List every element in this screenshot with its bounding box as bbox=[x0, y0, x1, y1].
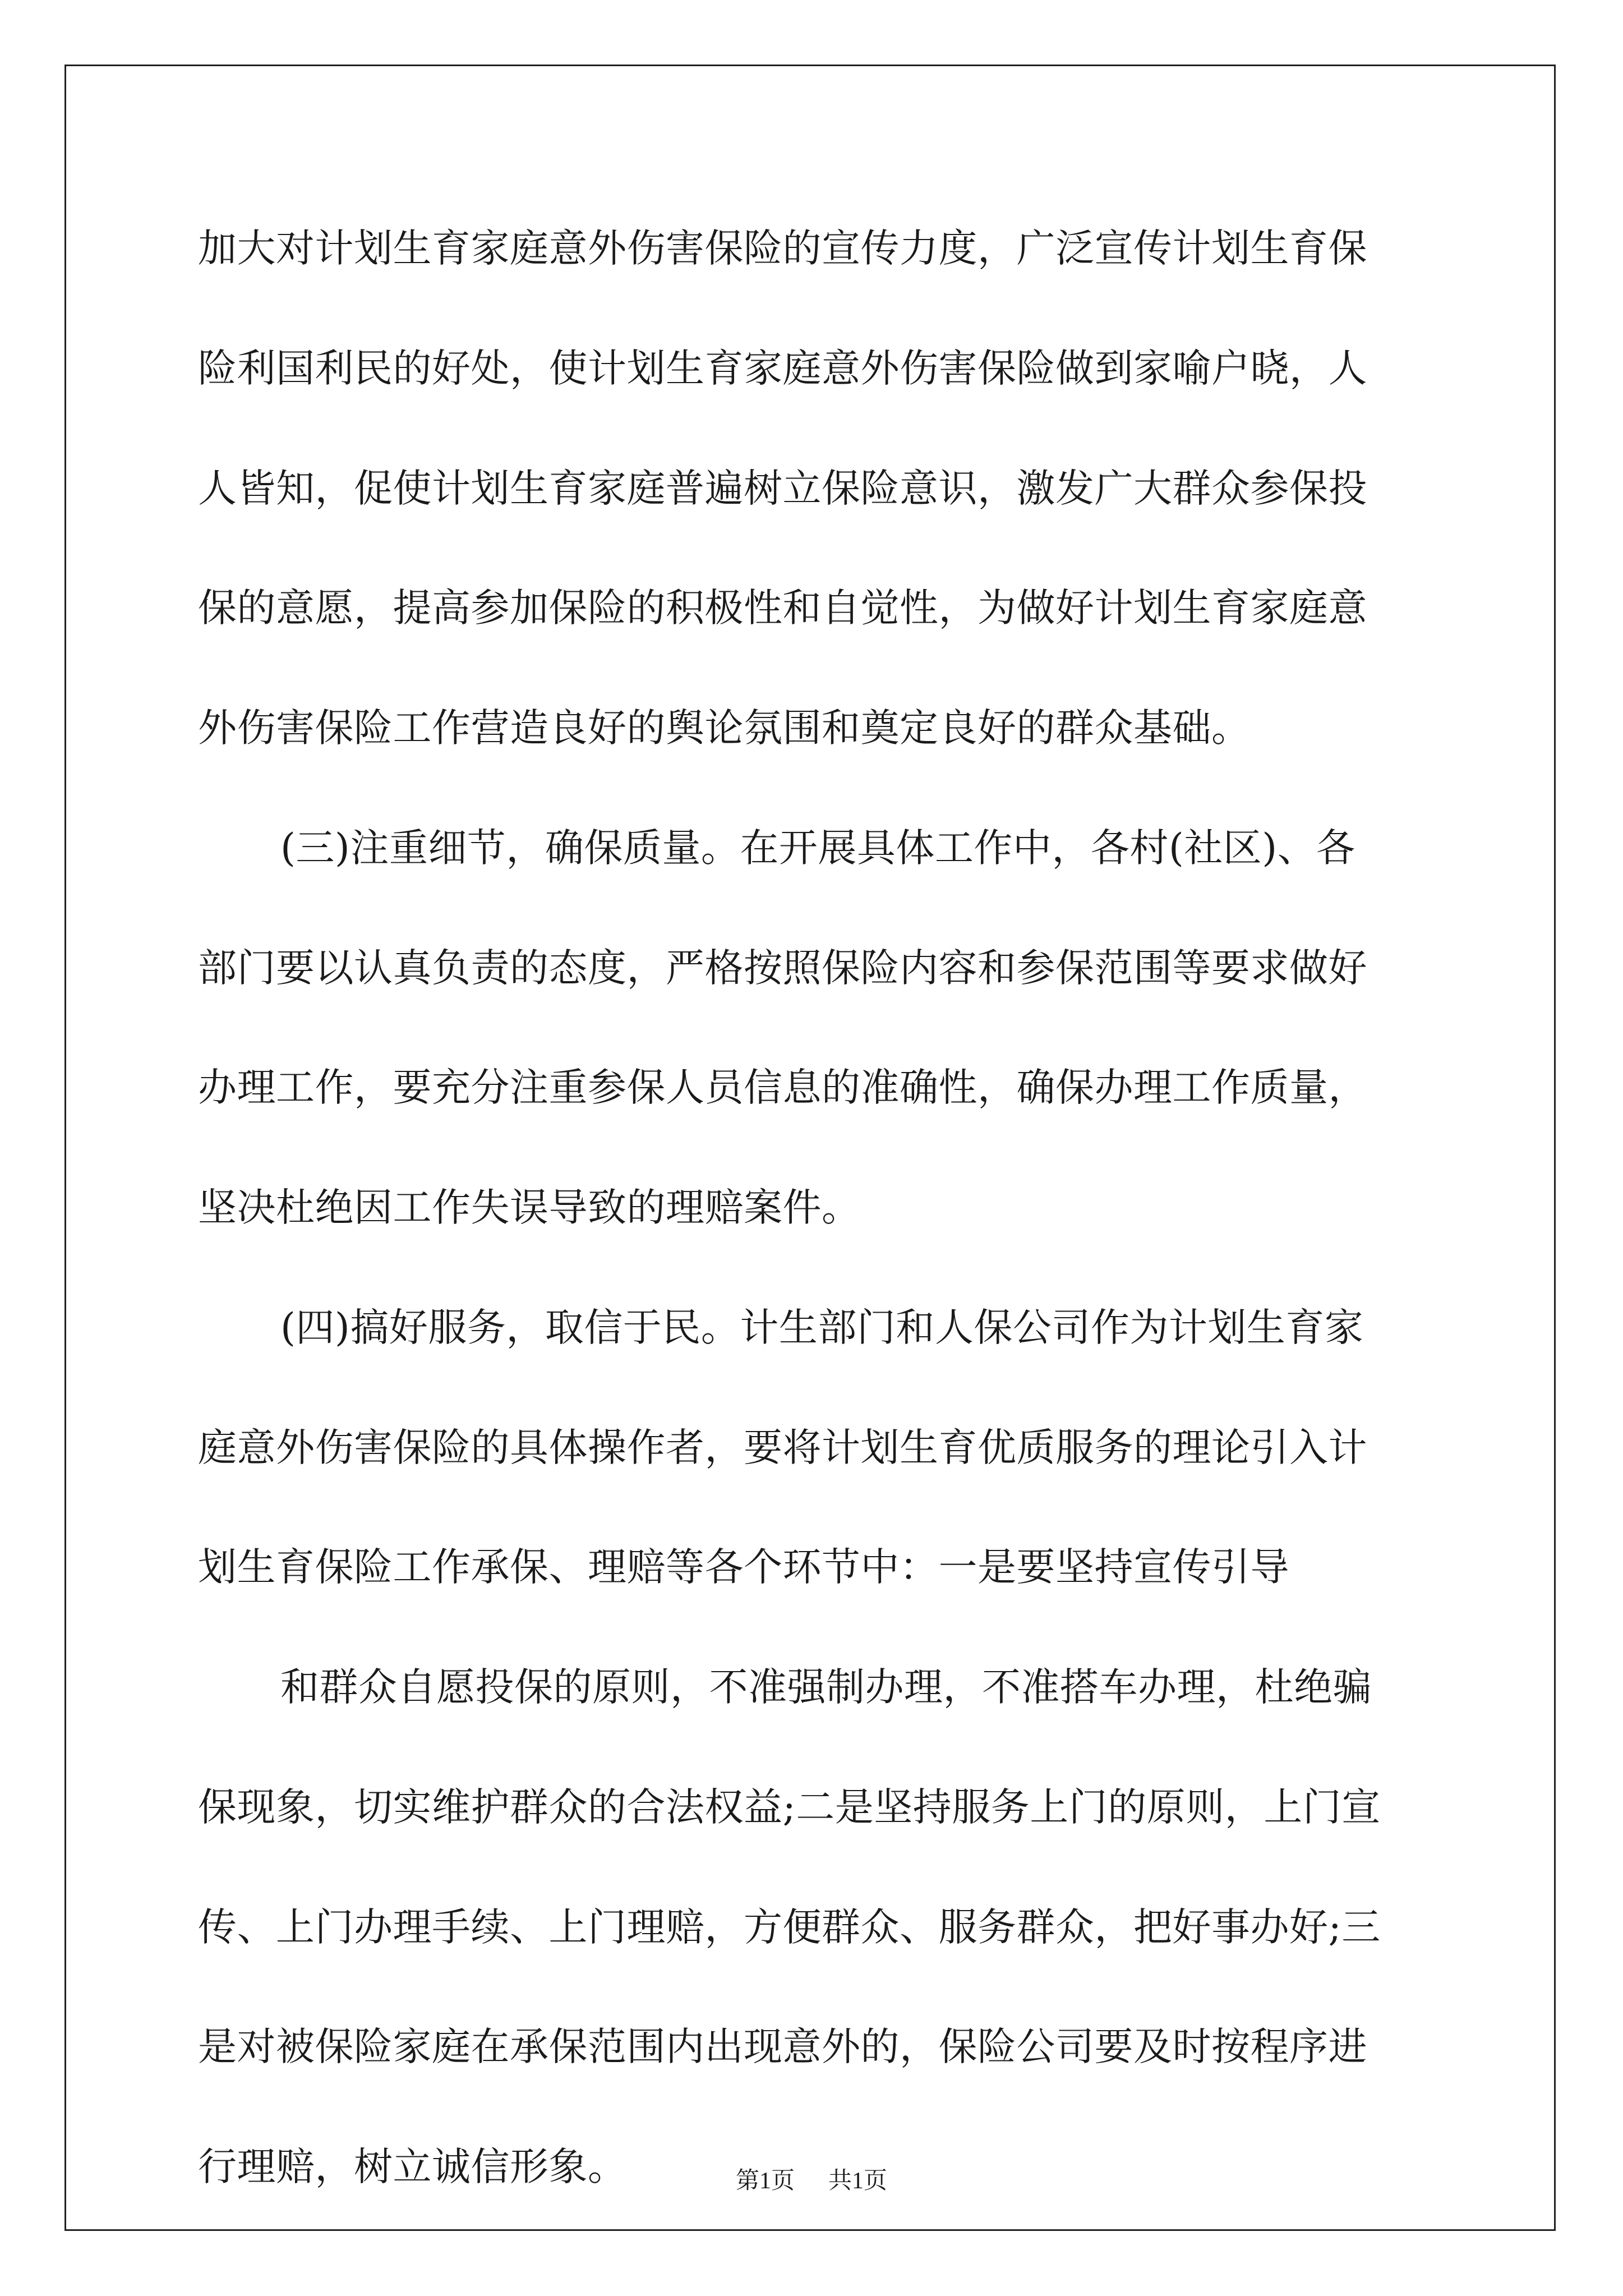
text-line: 划生育保险工作承保、理赔等各个环节中：一是要坚持宣传引导 bbox=[198, 1545, 1289, 1590]
page-total: 共1页 bbox=[828, 2168, 888, 2194]
text-line: 庭意外伤害保险的具体操作者，要将计划生育优质服务的理论引入计 bbox=[198, 1425, 1367, 1470]
page-footer bbox=[0, 2164, 1623, 2198]
text-line: 办理工作，要充分注重参保人员信息的准确性，确保办理工作质量， bbox=[198, 1065, 1367, 1110]
page-number: 第1页 bbox=[735, 2168, 795, 2194]
text-line: 保现象，切实维护群众的合法权益;二是坚持服务上门的原则，上门宣 bbox=[198, 1785, 1381, 1830]
text-line: 坚决杜绝因工作失误导致的理赔案件。 bbox=[198, 1185, 861, 1230]
text-line: 加大对计划生育家庭意外伤害保险的宣传力度，广泛宣传计划生育保 bbox=[198, 226, 1367, 271]
text-line: (三)注重细节，确保质量。在开展具体工作中，各村(社区)、各 bbox=[280, 826, 1355, 871]
text-line: 部门要以认真负责的态度，严格按照保险内容和参保范围等要求做好 bbox=[198, 946, 1367, 991]
text-line: (四)搞好服务，取信于民。计生部门和人保公司作为计划生育家 bbox=[280, 1305, 1364, 1350]
text-line: 和群众自愿投保的原则，不准强制办理，不准搭车办理，杜绝骗 bbox=[280, 1665, 1372, 1710]
text-line: 人皆知，促使计划生育家庭普遍树立保险意识，激发广大群众参保投 bbox=[198, 466, 1367, 511]
text-line: 险利国利民的好处，使计划生育家庭意外伤害保险做到家喻户晓，人 bbox=[198, 346, 1367, 391]
text-line: 外伤害保险工作营造良好的舆论氛围和奠定良好的群众基础。 bbox=[198, 706, 1251, 751]
text-line: 是对被保险家庭在承保范围内出现意外的，保险公司要及时按程序进 bbox=[198, 2024, 1367, 2069]
text-line: 行理赔，树立诚信形象。 bbox=[198, 2145, 627, 2189]
text-line: 传、上门办理手续、上门理赔，方便群众、服务群众，把好事办好;三 bbox=[198, 1905, 1381, 1950]
text-line: 保的意愿，提高参加保险的积极性和自觉性，为做好计划生育家庭意 bbox=[198, 586, 1367, 631]
